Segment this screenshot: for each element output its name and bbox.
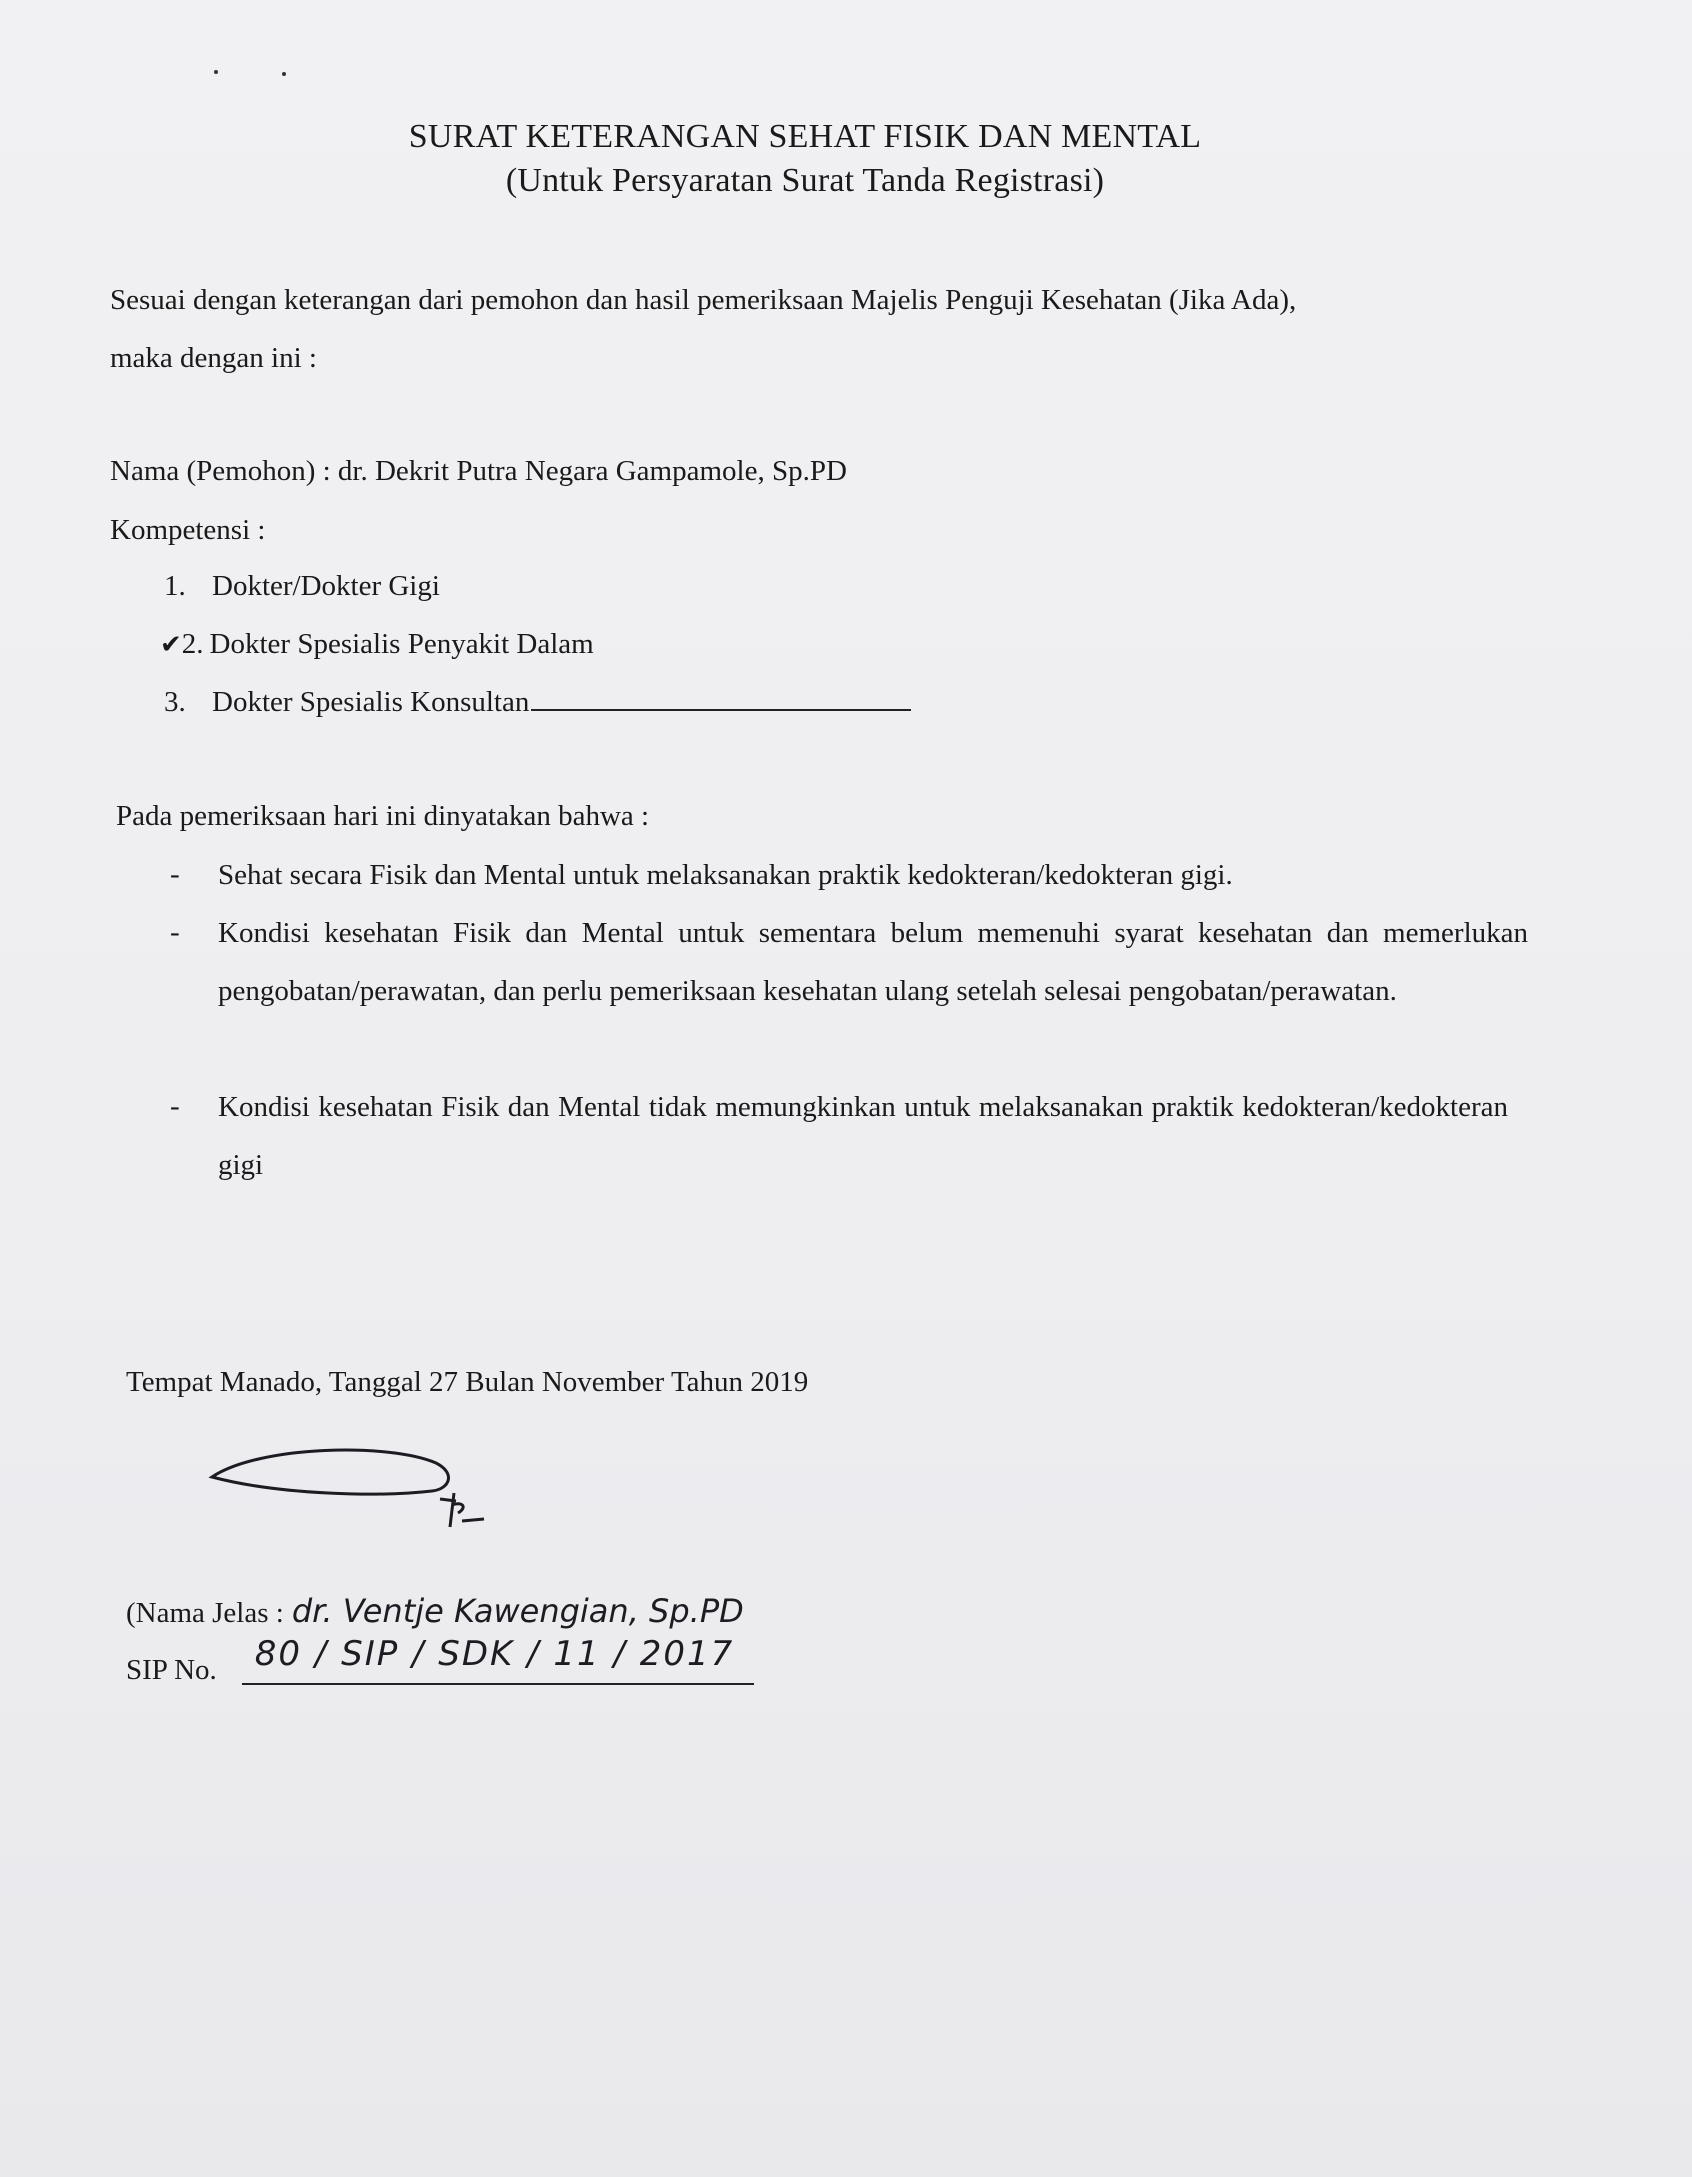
scan-speck — [214, 70, 218, 74]
fill-in-blank-line — [531, 707, 911, 711]
bullet-dash: - — [170, 1090, 180, 1122]
competency-label: Dokter Spesialis Konsultan — [212, 686, 530, 718]
place-date: Tempat Manado, Tanggal 27 Bulan November Tahun 2019 — [126, 1366, 809, 1398]
competency-number: 2. — [181, 628, 204, 660]
signatory-name-row — [126, 1592, 744, 1630]
competency-item-selected — [160, 628, 594, 661]
sip-underline — [242, 1683, 754, 1685]
competency-item — [164, 686, 911, 719]
competence-label: Kompetensi : — [110, 514, 266, 546]
competency-number: 1. — [164, 570, 186, 602]
competency-item — [164, 570, 440, 603]
intro-line-2: maka dengan ini : — [110, 342, 317, 374]
name-label: (Nama Jelas : — [126, 1597, 284, 1629]
handwritten-sip-number: 80 / SIP / SDK / 11 / 2017 — [254, 1634, 735, 1674]
sip-row — [126, 1634, 735, 1688]
signature-mark — [200, 1435, 500, 1545]
document-title: SURAT KETERANGAN SEHAT FISIK DAN MENTAL — [408, 118, 1202, 155]
intro-line-1: Sesuai dengan keterangan dari pemohon dan hasil pemeriksaan Majelis Penguji Kesehatan (Jika Ada), — [110, 284, 1297, 316]
bullet-dash: - — [170, 916, 180, 948]
competency-label: Dokter/Dokter Gigi — [212, 570, 440, 602]
statement-intro: Pada pemeriksaan hari ini dinyatakan bahwa : — [116, 800, 650, 832]
competency-number: 3. — [164, 686, 186, 718]
competency-label: Dokter Spesialis Penyakit Dalam — [209, 628, 594, 660]
statement-2: Kondisi kesehatan Fisik dan Mental untuk sementara belum memenuhi syarat kesehatan dan memerlukan pengobatan/perawatan, dan perlu pemeriksaan kesehatan ulang setelah selesai pengobatan/perawatan. — [218, 917, 1528, 1007]
bullet-dash: - — [170, 858, 180, 890]
statement-1: Sehat secara Fisik dan Mental untuk melaksanakan praktik kedokteran/kedokteran gigi. — [218, 859, 1233, 891]
sip-label: SIP No. — [126, 1654, 217, 1686]
applicant-name: Nama (Pemohon) : dr. Dekrit Putra Negara Gampamole, Sp.PD — [110, 455, 847, 487]
statement-3: Kondisi kesehatan Fisik dan Mental tidak memungkinkan untuk melaksanakan praktik kedokteran/kedokteran gigi — [218, 1091, 1508, 1181]
document-subtitle: (Untuk Persyaratan Surat Tanda Registrasi) — [505, 162, 1105, 199]
scan-speck — [282, 72, 286, 76]
check-mark-icon: ✔ — [160, 630, 182, 660]
handwritten-name: dr. Ventje Kawengian, Sp.PD — [291, 1592, 744, 1630]
